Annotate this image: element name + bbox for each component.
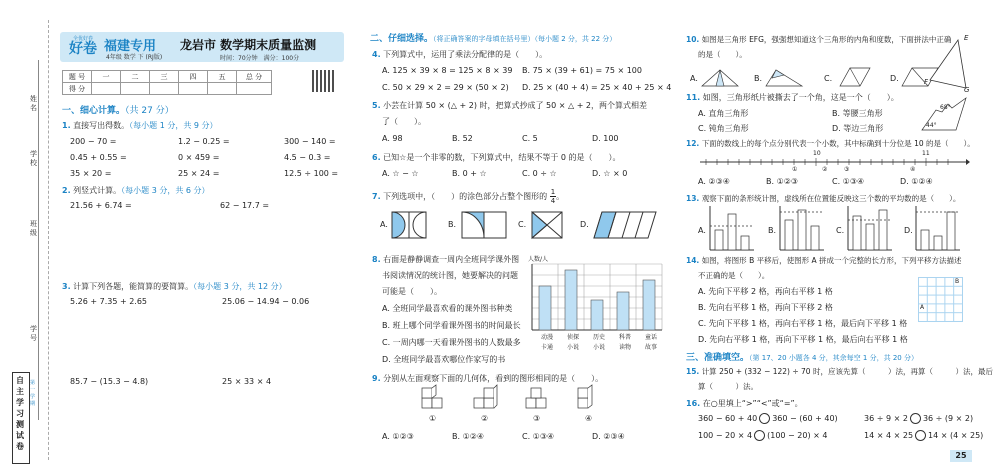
q4-opt: B. 75 × (39 + 61) = 75 × 100 <box>522 66 642 75</box>
fraction-num: 1 <box>550 188 556 196</box>
tick-label-11: 11 <box>922 150 930 157</box>
cube-figure-1 <box>420 388 444 410</box>
score-cell[interactable] <box>208 83 237 95</box>
q6-opt: C. 0 ÷ ☆ <box>522 169 557 178</box>
q8-chart-ylabel: 人数/人 <box>528 256 549 263</box>
q9-opt: B. ①②④ <box>452 432 485 441</box>
q6-opt: A. ☆ − ☆ <box>382 169 419 178</box>
q3-item: 25.06 − 14.94 − 0.06 <box>222 297 310 306</box>
grade-line: 4年级 数学 下 (RJ版) <box>106 54 163 61</box>
score-col: 五 <box>208 71 237 83</box>
section2-title: 二、仔细选择。（将正确答案的字母填在括号里）（每小题 2 分，共 22 分） <box>370 34 617 44</box>
number-line-axis <box>700 158 970 166</box>
q15-stem-2: 算（ ）法。 <box>698 382 758 391</box>
q7-opt-label: B. <box>448 220 457 229</box>
q8-cat2: 小说 <box>593 344 606 351</box>
qr-code-icon <box>312 70 334 92</box>
q8-opt: A. 全班同学最喜欢看的课外图书种类 <box>382 304 513 313</box>
q1-item: 12.5 ÷ 100 = <box>284 169 339 178</box>
q2-item: 21.56 + 6.74 = <box>70 201 132 210</box>
q14-opt: D. 先向右平移 1 格，再向下平移 1 格，最后向右平移 1 格 <box>698 335 908 344</box>
q6-stem: 6. 已知☆是一个非零的数，下列算式中，结果不等于 0 的是（ ）。 <box>372 153 621 162</box>
paper-title: 龙岩市 数学期末质量监测 <box>180 38 317 52</box>
score-col: 四 <box>179 71 208 83</box>
q7-figure-d <box>594 212 656 238</box>
q11-opt: C. 钝角三角形 <box>698 124 749 133</box>
q16-stem: 16. 在○里填上“>”“<”或“=”。 <box>686 399 803 408</box>
q9-label: ① <box>429 414 437 423</box>
q12-opt: D. ①②④ <box>900 177 933 186</box>
score-cell[interactable] <box>150 83 179 95</box>
q1-stem: 1. 直接写出得数。（每小题 1 分，共 9 分） <box>62 121 218 130</box>
q7-figure-b <box>462 212 506 238</box>
q5-opt: B. 52 <box>452 134 473 143</box>
q1-item: 0.45 + 0.55 = <box>70 153 127 162</box>
q11-opt: A. 直角三角形 <box>698 109 749 118</box>
compare-circle[interactable] <box>759 413 770 424</box>
class-label: 班级 <box>30 220 37 237</box>
header-banner <box>60 32 344 62</box>
q9-stem: 9. 分别从左面观察下面的几何体，看到的图形相同的是（ ）。 <box>372 374 604 383</box>
q7-opt-label: A. <box>380 220 388 229</box>
q10-figure-b <box>766 70 802 86</box>
grid-label-a: A <box>920 304 925 311</box>
q1-item: 200 − 70 = <box>70 137 117 146</box>
q3-item: 25 × 33 × 4 <box>222 377 272 386</box>
q8-chart <box>524 256 664 352</box>
q7-figures <box>380 212 660 242</box>
vertex-e: E <box>964 34 969 42</box>
q11-opt: D. 等边三角形 <box>832 124 884 133</box>
q6-opt: D. ☆ × 0 <box>592 169 628 178</box>
name-label: 姓名 <box>30 95 37 112</box>
score-cell[interactable] <box>179 83 208 95</box>
point-1: ① <box>792 166 798 173</box>
q15-stem: 15. 计算 250 + (332 − 122) ÷ 70 时，应该先算（ ）法，再算（ ）法，最后 <box>686 367 993 376</box>
q8-stem-3: 可能是（ ）。 <box>382 287 442 296</box>
q7-figure-c <box>532 212 562 238</box>
section3-title: 三、准确填空。（第 17、20 小题各 4 分，其余每空 1 分，共 20 分） <box>686 353 918 363</box>
q1-item: 35 × 20 = <box>70 169 112 178</box>
q10-opt: D. <box>890 74 899 83</box>
score-cell[interactable] <box>121 83 150 95</box>
q8-stem: 8. 右面是静静调查一周内全班同学课外图 <box>372 255 520 264</box>
q13-charts <box>698 206 978 252</box>
q9-opt: C. ①③④ <box>522 432 555 441</box>
grid-label-b: B <box>955 278 960 285</box>
q13-chart-b <box>780 206 824 250</box>
q13-opt: C. <box>836 226 845 235</box>
q2-item: 62 − 17.7 = <box>220 201 270 210</box>
q8-cat: 童话 <box>645 334 658 341</box>
school-label: 学校 <box>30 150 37 167</box>
cut-line <box>48 20 49 460</box>
triangle-efg <box>930 38 966 90</box>
score-row-label: 得 分 <box>63 83 92 95</box>
stamp-sub: 第一学期 <box>30 380 36 407</box>
brand-logo: 全优好卷 好卷 <box>66 35 100 59</box>
point-3: ③ <box>844 166 850 173</box>
compare-circle[interactable] <box>915 430 926 441</box>
stamp-box <box>12 372 30 464</box>
point-2: ② <box>822 166 828 173</box>
q7-stem: 7. 下列选项中，（ ）的涂色部分占整个图形的 $\frac{1}{4}$ 。 <box>372 188 565 205</box>
q13-opt: D. <box>904 226 913 235</box>
fraction-den: 4 <box>550 197 556 205</box>
vertex-g: G <box>964 86 970 94</box>
q4-opt: C. 50 × 29 × 2 = 29 × (50 × 2) <box>382 83 509 92</box>
score-table <box>62 70 272 95</box>
q8-stem-2: 书阅读情况的统计图，她要解决的问题 <box>382 271 518 280</box>
compare-circle[interactable] <box>910 413 921 424</box>
q16-row: 100 − 20 × 4 (100 − 20) × 4 <box>698 431 828 440</box>
q9-label: ④ <box>585 414 593 423</box>
q14-opt: B. 先向右平移 1 格，再向下平移 2 格 <box>698 303 833 312</box>
q13-opt: A. <box>698 226 706 235</box>
score-cell[interactable] <box>92 83 121 95</box>
q1-item: 25 × 24 = <box>178 169 220 178</box>
score-col: 一 <box>92 71 121 83</box>
q5-opt: C. 5 <box>522 134 538 143</box>
score-col: 总 分 <box>237 71 272 83</box>
q10-opt: C. <box>824 74 833 83</box>
q10-opt: A. <box>690 74 698 83</box>
q8-cat2: 故事 <box>645 344 658 351</box>
q12-opt: B. ①②③ <box>766 177 799 186</box>
q4-stem: 4. 下列算式中，运用了乘法分配律的是（ ）。 <box>372 50 548 59</box>
q8-opt: B. 班上哪个同学看课外图书的时间最长 <box>382 321 521 330</box>
brand-title: 福建专用 <box>104 39 157 54</box>
q1-item: 0 × 459 = <box>178 153 220 162</box>
cube-figure-2 <box>472 388 496 410</box>
q16-row: 36 ÷ 9 × 2 36 ÷ (9 × 2) <box>864 414 974 423</box>
q8-cat: 动漫 <box>541 334 554 341</box>
score-header-label: 题 号 <box>63 71 92 83</box>
q8-opt: C. 一周内哪一天看课外图书的人数最多 <box>382 338 521 347</box>
q7-figure-a <box>392 212 426 238</box>
q8-cat: 历史 <box>593 334 606 341</box>
q8-chart-plot <box>532 264 662 330</box>
brand-small: 全优好卷 <box>72 36 93 42</box>
q6-opt: B. 0 + ☆ <box>452 169 487 178</box>
vertex-f: F <box>924 78 929 86</box>
q9-opt: D. ②③④ <box>592 432 625 441</box>
cube-figure-3 <box>524 388 548 410</box>
q16-row: 360 − 60 + 40 360 − (60 + 40) <box>698 414 838 423</box>
q3-stem: 3. 计算下列各题，能简算的要简算。（每小题 3 分，共 12 分） <box>62 282 287 291</box>
point-4: ④ <box>910 166 916 173</box>
number-line <box>700 152 970 174</box>
q13-chart-d <box>916 206 960 250</box>
q16-row: 14 × 4 × 25 14 × (4 × 25) <box>864 431 984 440</box>
q2-stem: 2. 列竖式计算。（每小题 3 分，共 6 分） <box>62 186 210 195</box>
score-col: 三 <box>150 71 179 83</box>
seat-label: 学号 <box>30 325 37 342</box>
q11-opt: B. 等腰三角形 <box>832 109 883 118</box>
q14-stem-2: 不正确的是（ ）。 <box>698 271 770 280</box>
q8-cat: 侦探 <box>567 334 580 341</box>
write-line <box>38 60 39 420</box>
page-number: 25 <box>950 450 972 462</box>
q10-opt: B. <box>754 74 763 83</box>
q10-stem: 10. 如图是三角形 EFG，强强想知道这个三角形的内角和度数，下面拼法中正确 <box>686 35 952 44</box>
q9-label: ② <box>481 414 489 423</box>
q13-stem: 13. 观察下面的条形统计图，虚线所在位置能反映这三个数的平均数的是（ ）。 <box>686 194 961 203</box>
q3-item: 85.7 − (15.3 − 4.8) <box>70 377 149 386</box>
q11-stem: 11. 如图，三角形纸片被撕去了一个角，这是一个（ ）。 <box>686 93 899 102</box>
q14-grid <box>918 277 963 322</box>
q10-stem-2: 的是（ ）。 <box>698 50 747 59</box>
q5-opt: D. 100 <box>592 134 619 143</box>
q8-cat2: 卡通 <box>541 344 554 351</box>
q9-opt: A. ①②③ <box>382 432 414 441</box>
q1-item: 1.2 − 0.25 = <box>178 137 230 146</box>
q8-cat: 科普 <box>619 334 632 341</box>
q8-opt: D. 全班同学最喜欢哪位作家写的书 <box>382 355 506 364</box>
score-cell[interactable] <box>237 83 272 95</box>
q5-stem-2: 了（ ）。 <box>382 117 426 126</box>
compare-circle[interactable] <box>754 430 765 441</box>
q4-opt: D. 25 × (40 + 4) = 25 × 40 + 25 × 4 <box>522 83 672 92</box>
q13-chart-a <box>710 206 754 250</box>
q7-opt-label: C. <box>518 220 527 229</box>
section1-title: 一、细心计算。（共 27 分） <box>62 106 174 116</box>
q7-opt-label: D. <box>580 220 589 229</box>
q9-label: ③ <box>533 414 541 423</box>
q5-opt: A. 98 <box>382 134 403 143</box>
q13-chart-c <box>848 206 892 250</box>
q8-cat2: 读物 <box>619 344 632 351</box>
angle-44: 44° <box>926 122 937 129</box>
q1-item: 300 − 140 = <box>284 137 336 146</box>
tick-label-10: 10 <box>813 150 821 157</box>
q12-opt: A. ②③④ <box>698 177 730 186</box>
left-binding-strip <box>0 0 56 476</box>
q1-item: 4.5 − 0.3 = <box>284 153 331 162</box>
q10-figure-c <box>836 68 872 86</box>
q4-opt: A. 125 × 39 × 8 = 125 × 8 × 39 <box>382 66 513 75</box>
q8-cat2: 小说 <box>567 344 580 351</box>
angle-68: 68° <box>940 104 951 111</box>
q5-stem: 5. 小芸在计算 50 × (△ + 2) 时，把算式抄成了 50 × △ + 2，两个算式相差 <box>372 101 648 110</box>
stamp-text: 自主学习测试卷 <box>16 376 24 451</box>
q3-item: 5.26 + 7.35 + 2.65 <box>70 297 148 306</box>
q13-opt: B. <box>768 226 777 235</box>
q14-opt: C. 先向下平移 1 格，再向右平移 1 格，最后向下平移 1 格 <box>698 319 908 328</box>
cube-figure-4 <box>576 388 600 410</box>
q12-opt: C. ①③④ <box>832 177 865 186</box>
score-col: 二 <box>121 71 150 83</box>
q9-figures <box>420 388 620 426</box>
time-line: 时间：70分钟 满分：100分 <box>220 55 300 62</box>
q10-figure-a <box>702 70 738 86</box>
q14-opt: A. 先向下平移 2 格，再向右平移 1 格 <box>698 287 833 296</box>
q12-stem: 12. 下面的数线上的每个点分别代表一个小数，其中标确到十分位是 10 的是（ ）。 <box>686 139 975 148</box>
q14-stem: 14. 如图，将图形 B 平移后，使图形 A 拼成一个完整的长方形，下列平移方法描述 <box>686 256 962 265</box>
